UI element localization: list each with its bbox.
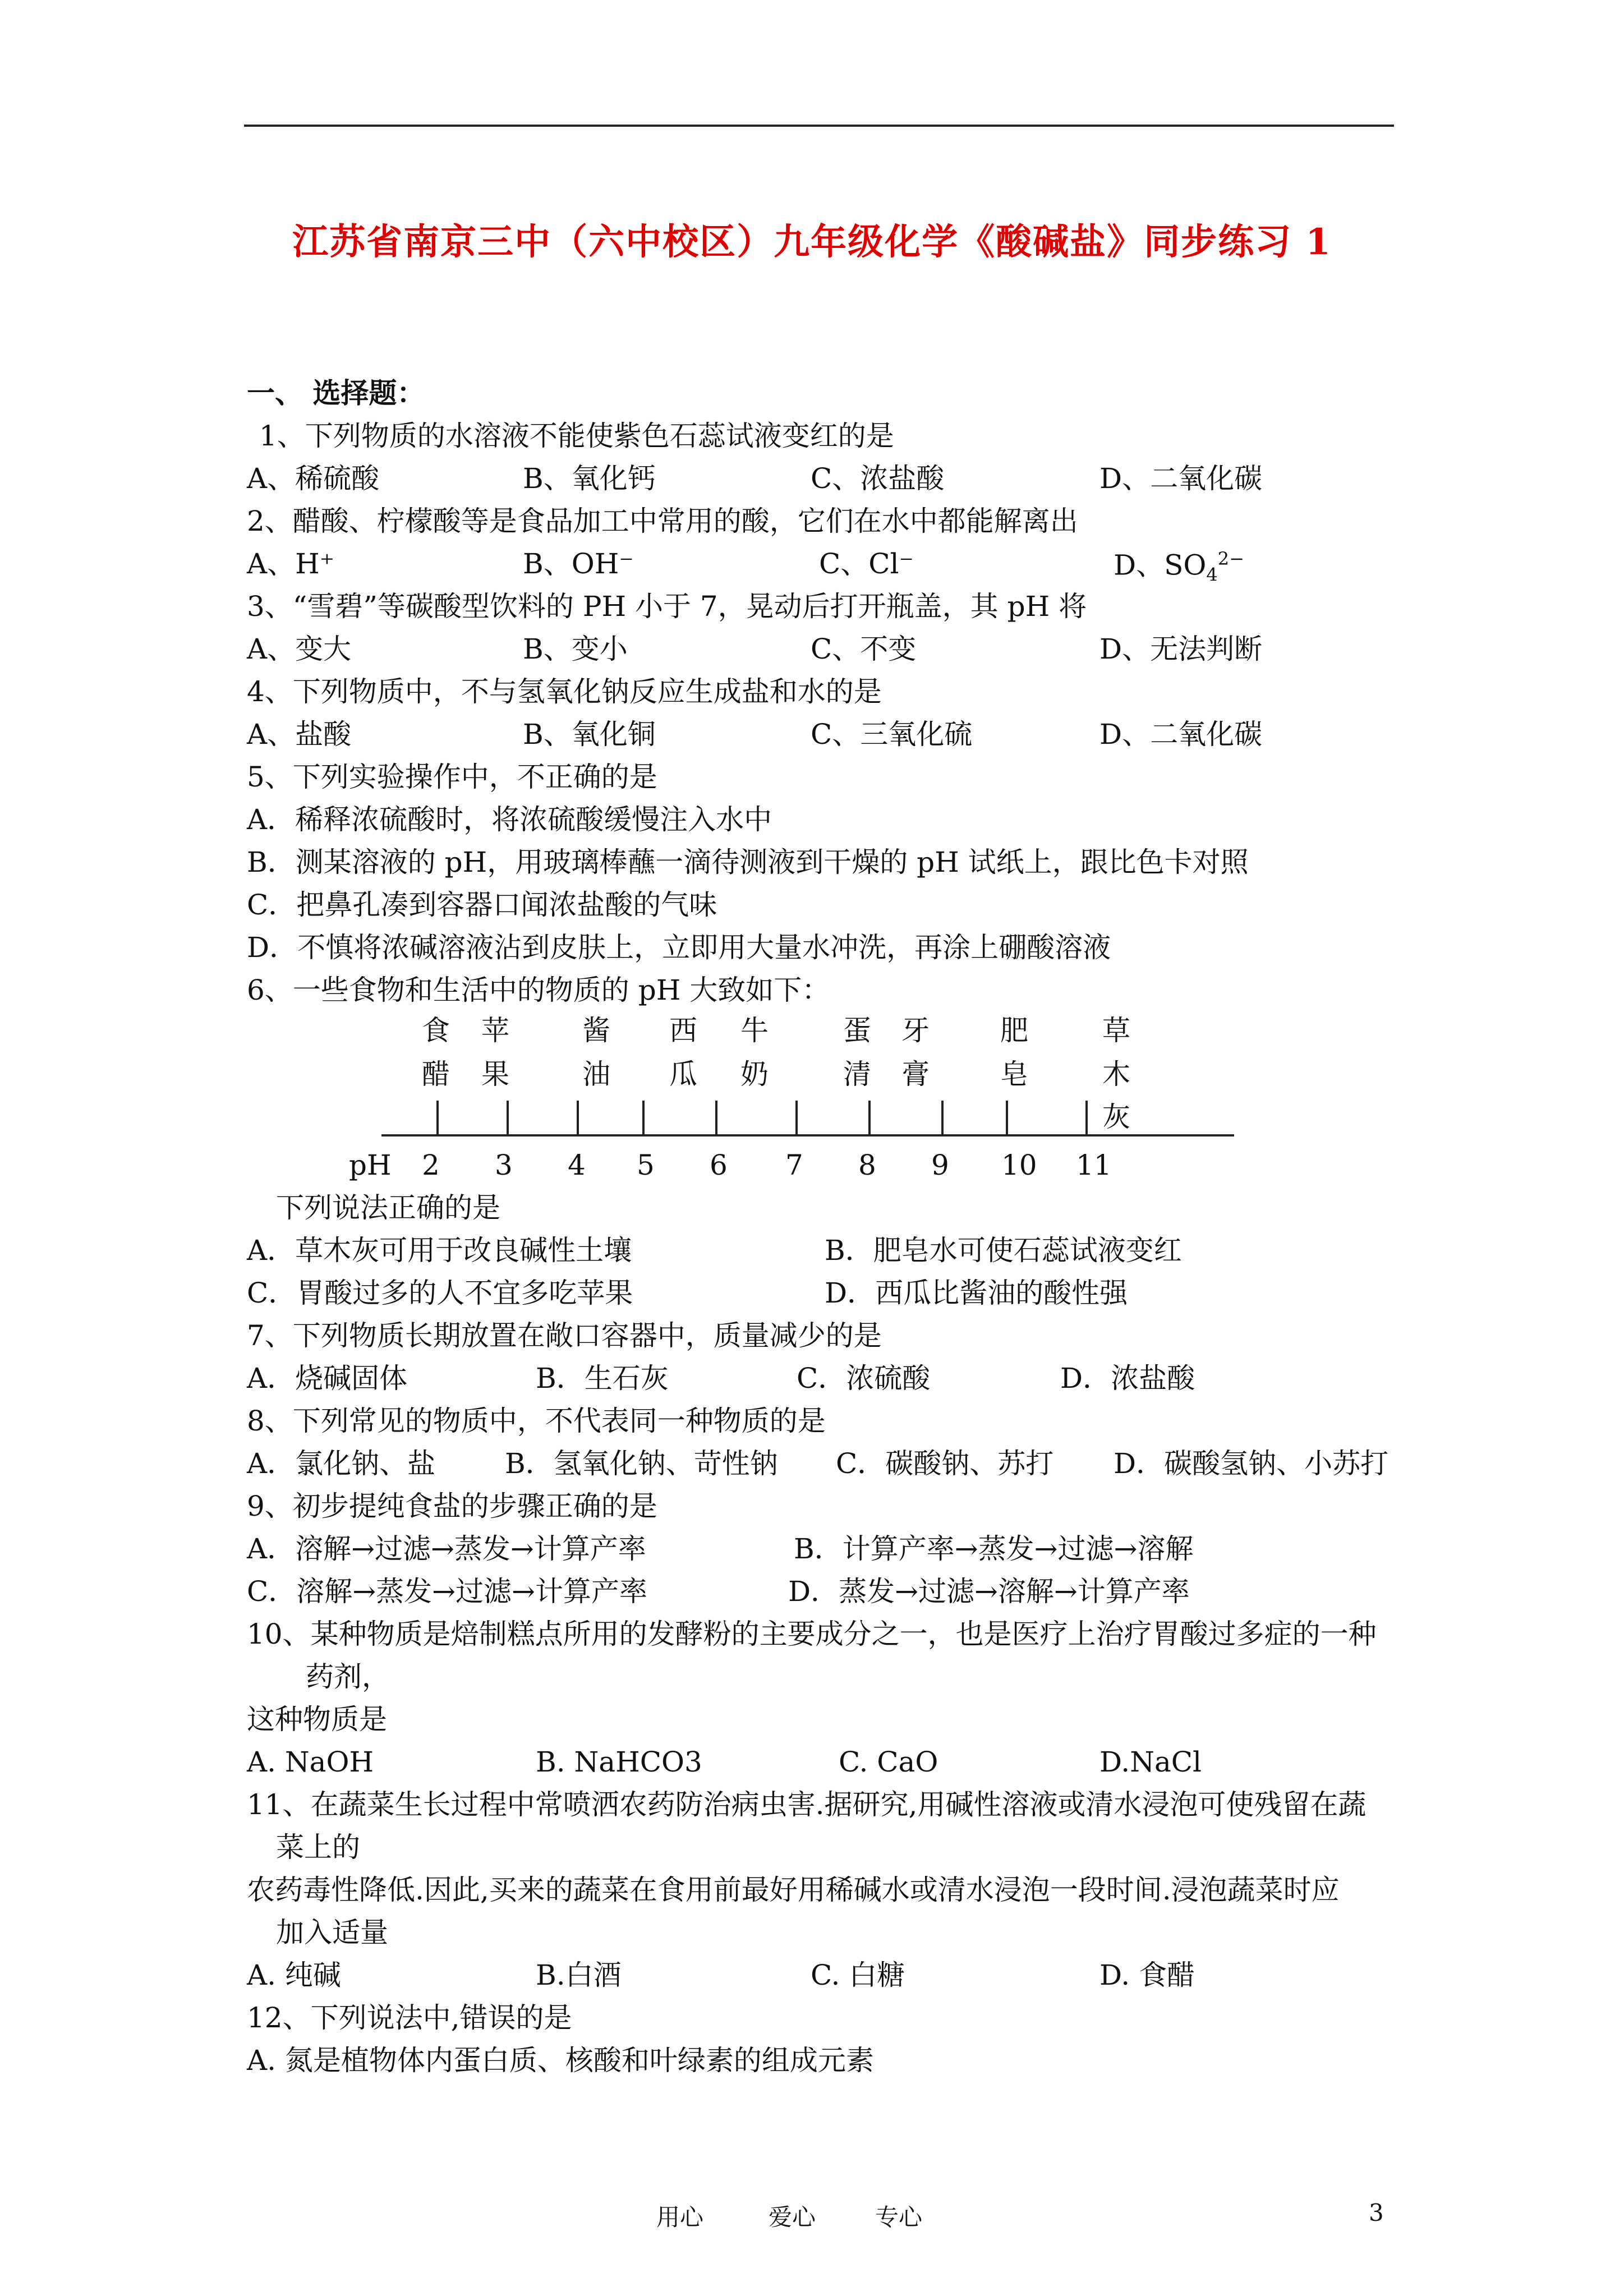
question-5-stem: 5、下列实验操作中，不正确的是 [247,761,657,793]
footer-text-3: 专心 [875,2203,923,2231]
question-2-stem: 2、醋酸、柠檬酸等是食品加工中常用的酸，它们在水中都能解离出 [247,505,1078,537]
ph-tick [642,1101,645,1134]
question-4-option-b: B、氧化铜 [523,718,656,751]
question-6-option-b: B．肥皂水可使石蕊试液变红 [825,1234,1182,1267]
question-12-option-a: A. 氮是植物体内蛋白质、核酸和叶绿素的组成元素 [247,2044,874,2077]
question-4-option-d: D、二氧化碳 [1099,718,1263,751]
question-7-option-b: B．生石灰 [536,1362,669,1395]
question-12-stem: 12、下列说法中,错误的是 [247,2001,572,2034]
question-1-option-c: C、浓盐酸 [811,462,945,495]
question-7-option-c: C．浓硫酸 [797,1362,931,1395]
footer-text-2: 爱心 [769,2203,816,2231]
question-9-stem: 9、初步提纯食盐的步骤正确的是 [247,1490,657,1522]
question-2-option-c: C、Cl⁻ [819,547,914,580]
ph-label-cu: 醋 [422,1058,450,1091]
question-4-stem: 4、下列物质中，不与氢氧化钠反应生成盐和水的是 [247,675,882,708]
question-2-option-b: B、OH⁻ [523,547,634,580]
ph-label-guo: 果 [481,1058,509,1091]
ph-tick [715,1101,717,1134]
question-8-stem: 8、下列常见的物质中，不代表同一种物质的是 [247,1405,826,1437]
ph-value: 6 [710,1149,728,1181]
question-7-option-d: D．浓盐酸 [1060,1362,1195,1395]
question-11-stem-line4: 加入适量 [276,1916,388,1949]
question-8-option-d: D．碳酸氢钠、小苏打 [1114,1447,1389,1480]
question-9-option-a: A．溶解→过滤→蒸发→计算产率 [247,1533,646,1565]
footer-text-1: 用心 [656,2203,704,2231]
page-number: 3 [1369,2199,1384,2226]
ph-tick [941,1101,944,1134]
question-2-option-a: A、H⁺ [247,547,335,580]
question-10-stem-line2: 药剂， [306,1660,390,1693]
question-10-stem-line1: 10、某种物质是焙制糕点所用的发酵粉的主要成分之一，也是医疗上治疗胃酸过多症的一种 [247,1618,1377,1650]
question-4-option-a: A、盐酸 [247,718,352,751]
ph-label-zao: 皂 [1000,1058,1028,1091]
question-11-option-c: C. 白糖 [811,1959,905,1991]
question-11-stem-line1: 11、在蔬菜生长过程中常喷洒农药防治病虫害.据研究,用碱性溶液或清水浸泡可使残留在蔬 [247,1788,1367,1821]
question-6-option-c: C．胃酸过多的人不宜多吃苹果 [247,1277,633,1309]
ph-axis-label: pH [349,1149,392,1181]
ph-value: 10 [1001,1149,1037,1181]
question-1-option-a: A、稀硫酸 [247,462,380,495]
question-11-option-d: D. 食醋 [1099,1959,1195,1991]
ph-label-qing: 清 [843,1058,871,1091]
ph-value: 2 [422,1149,440,1181]
ph-value: 11 [1076,1149,1112,1181]
ph-label-dan: 蛋 [843,1014,871,1047]
question-9-option-c: C．溶解→蒸发→过滤→计算产率 [247,1575,647,1608]
ph-label-ya: 牙 [901,1014,930,1047]
question-4-option-c: C、三氧化硫 [811,718,973,751]
ph-label-nai: 奶 [740,1058,769,1091]
ph-tick [436,1101,439,1134]
ph-label-gua: 瓜 [669,1058,697,1091]
question-5-option-c: C．把鼻孔凑到容器口闻浓盐酸的气味 [247,889,717,921]
ph-label-cao: 草 [1102,1014,1130,1047]
question-11-option-b: B.白酒 [536,1959,622,1991]
ph-axis-line [381,1134,1234,1137]
question-10-option-d: D.NaCl [1099,1746,1202,1778]
ph-tick [795,1101,798,1134]
question-1-option-d: D、二氧化碳 [1099,462,1263,495]
question-7-stem: 7、下列物质长期放置在敞口容器中，质量减少的是 [247,1319,882,1352]
ph-label-you: 油 [582,1058,610,1091]
ph-label-xi: 西 [669,1014,697,1047]
question-9-option-d: D．蒸发→过滤→溶解→计算产率 [788,1575,1190,1608]
question-5-option-d: D．不慎将浓碱溶液沾到皮肤上，立即用大量水冲洗，再涂上硼酸溶液 [247,931,1111,964]
question-10-option-b: B. NaHCO3 [536,1746,702,1778]
question-3-option-a: A、变大 [247,633,352,665]
header-rule [244,125,1394,127]
ph-value: 7 [785,1149,803,1181]
question-5-option-b: B．测某溶液的 pH，用玻璃棒蘸一滴待测液到干燥的 pH 试纸上，跟比色卡对照 [247,846,1249,878]
ph-label-jiang: 酱 [582,1014,610,1047]
question-6-option-a: A．草木灰可用于改良碱性土壤 [247,1234,632,1267]
ph-value: 3 [495,1149,513,1181]
ph-label-gao: 膏 [901,1058,930,1091]
question-1-option-b: B、氧化钙 [523,462,656,495]
ph-value: 9 [931,1149,949,1181]
question-6-option-d: D．西瓜比酱油的酸性强 [825,1277,1128,1309]
question-8-option-b: B．氢氧化钠、苛性钠 [505,1447,778,1480]
question-6-stem: 6、一些食物和生活中的物质的 pH 大致如下： [247,974,830,1006]
ph-tick [1085,1101,1088,1134]
question-3-option-c: C、不变 [811,633,917,665]
question-3-option-b: B、变小 [523,633,628,665]
question-7-option-a: A．烧碱固体 [247,1362,408,1395]
ph-label-hui: 灰 [1102,1101,1130,1133]
question-9-option-b: B．计算产率→蒸发→过滤→溶解 [794,1533,1194,1565]
question-1-stem: 1、下列物质的水溶液不能使紫色石蕊试液变红的是 [259,420,894,452]
question-5-option-a: A．稀释浓硫酸时，将浓硫酸缓慢注入水中 [247,803,772,836]
ph-tick [868,1101,871,1134]
question-3-option-d: D、无法判断 [1099,633,1263,665]
ph-tick [1006,1101,1008,1134]
question-6-sub: 下列说法正确的是 [276,1191,500,1224]
ph-label-niu: 牛 [740,1014,769,1047]
question-8-option-a: A．氯化钠、盐 [247,1447,436,1480]
question-11-stem-line2: 菜上的 [276,1831,360,1864]
ph-value: 8 [858,1149,876,1181]
question-10-option-c: C. CaO [839,1746,938,1778]
question-2-option-d: D、$SO_4^{2-}$ [1114,548,1244,586]
ph-label-fei: 肥 [1000,1014,1028,1047]
ph-tick [577,1101,579,1134]
question-10-option-a: A. NaOH [247,1746,374,1778]
ph-label-ping: 苹 [481,1014,509,1047]
question-3-stem: 3、“雪碧”等碳酸型饮料的 PH 小于 7，晃动后打开瓶盖，其 pH 将 [247,590,1087,623]
ph-value: 5 [637,1149,655,1181]
ph-label-mu: 木 [1102,1058,1130,1091]
question-11-stem-line3: 农药毒性降低.因此,买来的蔬菜在食用前最好用稀碱水或清水浸泡一段时间.浸泡蔬菜时应 [247,1874,1340,1906]
section-heading: 一、 选择题： [247,376,425,409]
question-10-stem-line3: 这种物质是 [247,1703,387,1736]
ph-tick [507,1101,509,1134]
question-11-option-a: A. 纯碱 [247,1959,341,1991]
ph-value: 4 [568,1149,586,1181]
ph-label-shi: 食 [422,1014,450,1047]
page-title: 江苏省南京三中（六中校区）九年级化学《酸碱盐》同步练习 1 [292,221,1332,263]
question-8-option-c: C．碳酸钠、苏打 [836,1447,1054,1480]
